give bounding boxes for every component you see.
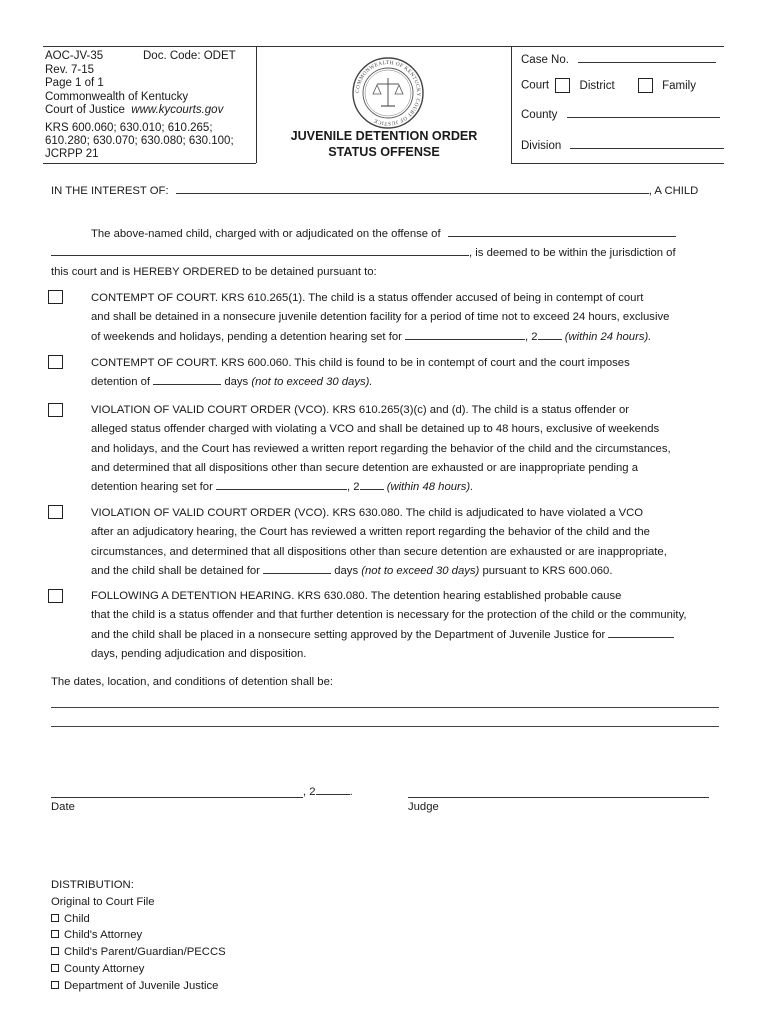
distribution-list [51, 877, 226, 995]
child-name-field[interactable] [176, 183, 649, 194]
option-3-line-2: alleged status offender charged with violating a VCO and shall be detained up to 48 hours, exclusive of weekends [91, 423, 660, 436]
hearing-date-field-24h[interactable] [405, 329, 525, 340]
judge-signature-field[interactable] [408, 797, 709, 798]
division-label: Division [521, 140, 562, 152]
option-1-line-1: CONTEMPT OF COURT. KRS 610.265(1). The child is a status offender accused of being in contempt of court [91, 292, 644, 304]
intro-text-1: The above-named child, charged with or adjudicated on the offense of [91, 228, 441, 240]
revision: Rev. 7-15 [45, 63, 95, 76]
not-exceed-30-days: (not to exceed 30 days) [361, 564, 480, 577]
county-label: County [521, 109, 558, 121]
judge-label: Judge [408, 801, 439, 813]
distribution-item-label: County Attorney [64, 962, 145, 975]
header-divider-right [511, 46, 512, 163]
option-vco-adjudicated [91, 504, 719, 581]
offense-field-continued[interactable] [51, 245, 469, 256]
option-3-text: detention hearing set for [91, 481, 213, 494]
distribution-heading: DISTRIBUTION: [51, 879, 134, 891]
district-checkbox[interactable] [555, 78, 570, 93]
days-label: days [334, 564, 359, 577]
conditions-label: The dates, location, and conditions of detention shall be: [51, 676, 333, 688]
checkbox-icon[interactable] [51, 981, 59, 989]
page-count: Page 1 of 1 [45, 77, 104, 89]
option-3-line-1: VIOLATION OF VALID COURT ORDER (VCO). KRS 610.265(3)(c) and (d). The child is a status offender or [91, 404, 630, 416]
checkbox-icon[interactable] [51, 947, 59, 955]
distribution-item-label: Child's Parent/Guardian/PECCS [64, 946, 226, 959]
option-following-hearing [91, 587, 719, 664]
intro-line-3: this court and is HEREBY ORDERED to be detained pursuant to: [51, 266, 377, 278]
title-line-1: JUVENILE DETENTION ORDER [290, 129, 478, 143]
pursuant-krs: pursuant to KRS 600.060. [482, 564, 613, 577]
doc-code: Doc. Code: ODET [143, 50, 236, 62]
court-type-row [521, 78, 696, 93]
option-5-text: and the child shall be placed in a nonsecure setting approved by the Department of Juvenile Justice for [91, 628, 606, 641]
vco-adjudicated-checkbox[interactable] [48, 505, 63, 519]
intro-line-2 [51, 244, 676, 263]
krs-line-1: KRS 600.060; 630.010; 610.265; [45, 121, 213, 134]
distribution-item [51, 911, 226, 928]
header-bottom-rule-left [43, 163, 256, 164]
jcrpp: JCRPP 21 [45, 147, 99, 160]
detention-hearing-checkbox[interactable] [48, 589, 63, 603]
option-5-line-1: FOLLOWING A DETENTION HEARING. KRS 630.080. The detention hearing established probable cause [91, 590, 622, 602]
option-1-line-3 [91, 328, 719, 347]
court-seal-icon [351, 56, 425, 130]
offense-field[interactable] [448, 226, 676, 237]
conditions-field-line-1[interactable] [51, 707, 719, 708]
family-label: Family [662, 79, 696, 92]
option-vco-48h [91, 401, 719, 497]
case-no-row [521, 52, 716, 66]
option-1-line-2: and shall be detained in a nonsecure juvenile detention facility for a period of time not to exceed 24 hours, exclusive [91, 311, 670, 324]
contempt-24h-checkbox[interactable] [48, 290, 63, 304]
case-no-label: Case No. [521, 54, 569, 66]
option-2-text: detention of [91, 376, 151, 389]
hearing-date-field-48h[interactable] [216, 479, 347, 490]
distribution-original: Original to Court File [51, 895, 155, 908]
form-code: AOC-JV-35 [45, 50, 104, 62]
date-label: Date [51, 801, 75, 813]
option-5-line-2: that the child is a status offender and that further detention is necessary for the protection of the child or the community, [91, 609, 687, 622]
a-child-label: , A CHILD [648, 185, 699, 197]
detained-days-field[interactable] [263, 563, 331, 574]
not-exceed-30-days: (not to exceed 30 days). [251, 376, 373, 389]
district-label: District [579, 79, 615, 92]
division-field[interactable] [570, 138, 724, 149]
court-of-justice: Court of Justice [45, 104, 125, 116]
option-4-text: and the child shall be detained for [91, 564, 260, 577]
court-label: Court [521, 79, 550, 92]
county-field[interactable] [567, 107, 720, 118]
document-title [262, 128, 506, 160]
interest-label: IN THE INTEREST OF: [51, 185, 169, 197]
option-3-line-5 [91, 478, 719, 497]
form-identification [45, 50, 255, 161]
contempt-30d-checkbox[interactable] [48, 355, 63, 369]
option-4-line-4 [91, 562, 719, 581]
checkbox-icon[interactable] [51, 930, 59, 938]
within-48-hours: (within 48 hours). [386, 481, 474, 494]
family-checkbox[interactable] [638, 78, 653, 93]
division-row [521, 138, 724, 152]
nonsecure-days-field[interactable] [608, 627, 674, 638]
distribution-item [51, 927, 226, 944]
distribution-item [51, 978, 226, 995]
option-3-line-4: and determined that all dispositions other than secure detention are exhausted or are inappropriate pending a [91, 461, 639, 474]
option-4-line-2: after an adjudicatory hearing, the Court has reviewed a written report regarding the behavior of the child and the [91, 526, 650, 539]
days-label: days [224, 376, 249, 389]
option-contempt-24h [91, 289, 719, 347]
within-24-hours: (within 24 hours). [564, 330, 652, 343]
option-2-line-2 [91, 373, 719, 392]
case-no-field[interactable] [578, 52, 716, 63]
seal-text: COMMONWEALTH OF KENTUCKY COURT OF JUSTICE [354, 59, 422, 127]
commonwealth: Commonwealth of Kentucky [45, 90, 189, 103]
intro-text-2: , is deemed to be within the jurisdiction of [469, 247, 676, 259]
krs-line-2: 610.280; 630.070; 630.080; 630.100; [45, 134, 234, 147]
option-contempt-30d [91, 354, 719, 393]
distribution-item-label: Child's Attorney [64, 929, 143, 942]
option-4-line-3: circumstances, and determined that all dispositions other than secure detention are exhausted or are inappropriate, [91, 545, 667, 558]
distribution-item-label: Department of Juvenile Justice [64, 979, 219, 992]
detention-days-field[interactable] [153, 374, 221, 385]
website-link[interactable]: www.kycourts.gov [131, 104, 224, 116]
option-5-line-3 [91, 626, 719, 645]
interest-row [51, 182, 719, 201]
court-of-justice-line [45, 104, 255, 118]
distribution-item [51, 944, 226, 961]
intro-line-1 [91, 225, 676, 244]
conditions-field-line-2[interactable] [51, 726, 719, 727]
option-1-text: of weekends and holidays, pending a detention hearing set for [91, 330, 402, 343]
statutes [45, 122, 255, 161]
hearing-year-field-48h[interactable] [360, 479, 384, 490]
distribution-item [51, 961, 226, 978]
title-line-2: STATUS OFFENSE [328, 145, 440, 159]
checkbox-icon[interactable] [51, 964, 59, 972]
header-top-rule [43, 46, 724, 47]
option-5-line-4: days, pending adjudication and disposition. [91, 647, 307, 660]
option-2-line-1: CONTEMPT OF COURT. KRS 600.060. This child is found to be in contempt of court and the court imposes [91, 357, 630, 369]
date-year-prefix: , 2 [303, 786, 316, 798]
option-3-line-3: and holidays, and the Court has reviewed a written report regarding the behavior of the child and the circumstances, [91, 442, 671, 455]
header-divider-left [256, 46, 257, 163]
header-bottom-rule-right [511, 163, 724, 164]
hearing-year-field-24h[interactable] [538, 329, 562, 340]
date-year-field[interactable] [316, 784, 350, 795]
year-prefix: , 2 [346, 481, 360, 494]
option-4-line-1: VIOLATION OF VALID COURT ORDER (VCO). KRS 630.080. The child is adjudicated to have violated a VCO [91, 507, 644, 519]
checkbox-icon[interactable] [51, 914, 59, 922]
distribution-item-label: Child [64, 912, 90, 925]
county-row [521, 107, 720, 121]
date-field[interactable] [51, 797, 303, 798]
vco-48h-checkbox[interactable] [48, 403, 63, 417]
date-year-row: , 2 . [303, 786, 353, 798]
year-prefix: , 2 [525, 330, 538, 343]
